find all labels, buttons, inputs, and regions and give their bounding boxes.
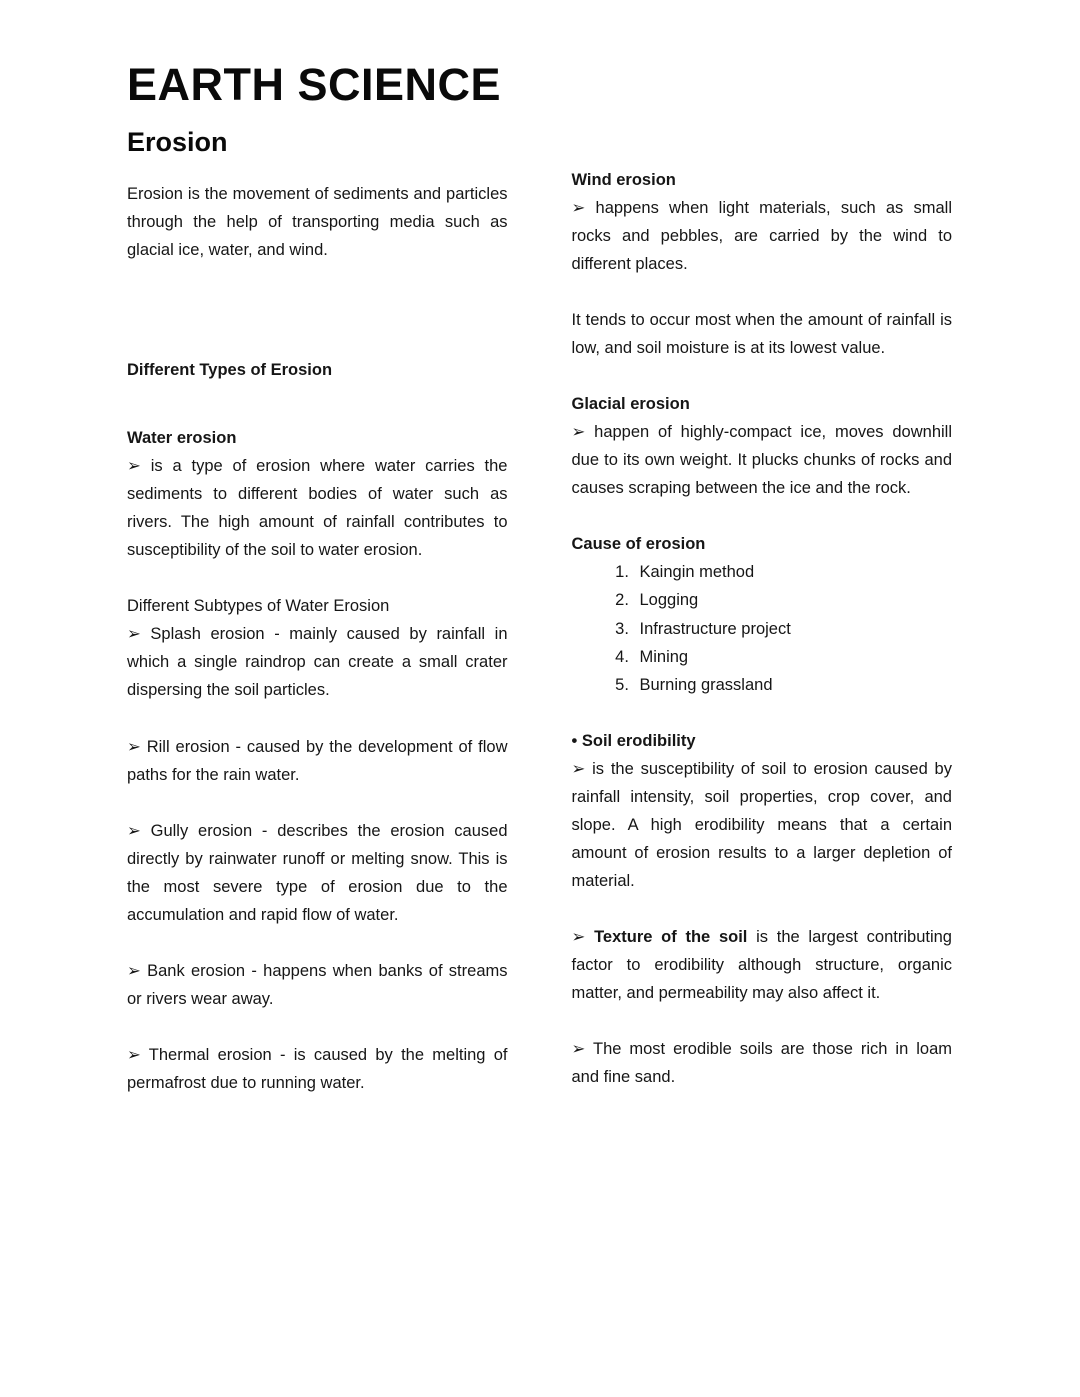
soil-erodibility-bullet: ➢ is the susceptibility of soil to erosion caused by rainfall intensity, soil properties, crop cover, and slope. A high erodibility means that a certain amount of erosion results to a larger depletion of material. xyxy=(571,759,952,890)
left-column xyxy=(127,162,508,1097)
texture-bullet xyxy=(572,923,953,1007)
splash-erosion-bullet: ➢ Splash erosion - mainly caused by rainfall in which a single raindrop can create a small crater dispersing the soil particles. xyxy=(127,625,508,700)
cause-of-erosion-heading: Cause of erosion xyxy=(571,535,706,554)
bank-erosion-bullet: ➢ Bank erosion - happens when banks of streams or rivers wear away. xyxy=(127,961,508,1008)
right-column xyxy=(572,162,953,1097)
texture-bullet-rest-text: is the largest contributing factor to erodibility although structure, organic matter, and permeability may also affect it. xyxy=(571,927,952,1003)
erosion-heading: Erosion xyxy=(127,126,228,157)
intro-paragraph: Erosion is the movement of sediments and particles through the help of transporting media such as glacial ice, water, and wind. xyxy=(127,184,508,259)
glacial-erosion-heading: Glacial erosion xyxy=(571,395,690,414)
rill-erosion-bullet: ➢ Rill erosion - caused by the development of flow paths for the rain water. xyxy=(127,737,508,784)
types-of-erosion-heading: Different Types of Erosion xyxy=(127,361,333,380)
cause-of-erosion-list xyxy=(572,558,953,698)
cause-item: 4. Mining xyxy=(634,643,953,671)
wind-erosion-bullet: ➢ happens when light materials, such as small rocks and pebbles, are carried by the wind to different places. xyxy=(571,198,952,274)
soil-erodibility-heading: • Soil erodibility xyxy=(571,731,696,750)
most-erodible-bullet: ➢ The most erodible soils are those rich in loam and fine sand. xyxy=(571,1040,952,1087)
thermal-erosion-bullet: ➢ Thermal erosion - is caused by the melting of permafrost due to running water. xyxy=(127,1045,508,1092)
texture-bullet-bold-text: Texture of the soil xyxy=(594,927,748,946)
wind-erosion-heading: Wind erosion xyxy=(571,170,676,189)
texture-bullet-arrow: ➢ xyxy=(571,927,595,946)
cause-item: 1. Kaingin method xyxy=(634,558,953,586)
cause-item: 2. Logging xyxy=(634,586,953,614)
glacial-erosion-bullet: ➢ happen of highly-compact ice, moves downhill due to its own weight. It plucks chunks of rocks and causes scraping between the ice and the rock. xyxy=(571,423,952,498)
page-title: EARTH SCIENCE xyxy=(127,59,502,110)
cause-item: 3. Infrastructure project xyxy=(634,615,953,643)
cause-item: 5. Burning grassland xyxy=(634,671,953,699)
gully-erosion-bullet: ➢ Gully erosion - describes the erosion caused directly by rainwater runoff or melting snow. This is the most severe type of erosion due to the accumulation and rapid flow of water. xyxy=(127,821,508,924)
water-erosion-bullet: ➢ is a type of erosion where water carries the sediments to different bodies of water such as rivers. The high amount of rainfall contributes to susceptibility of the soil to water erosion. xyxy=(127,457,508,560)
two-column-layout xyxy=(127,162,952,1097)
water-erosion-heading: Water erosion xyxy=(127,429,237,448)
water-subtypes-heading: Different Subtypes of Water Erosion xyxy=(127,597,390,616)
wind-erosion-note: It tends to occur most when the amount of rainfall is low, and soil moisture is at its lowest value. xyxy=(571,311,952,358)
